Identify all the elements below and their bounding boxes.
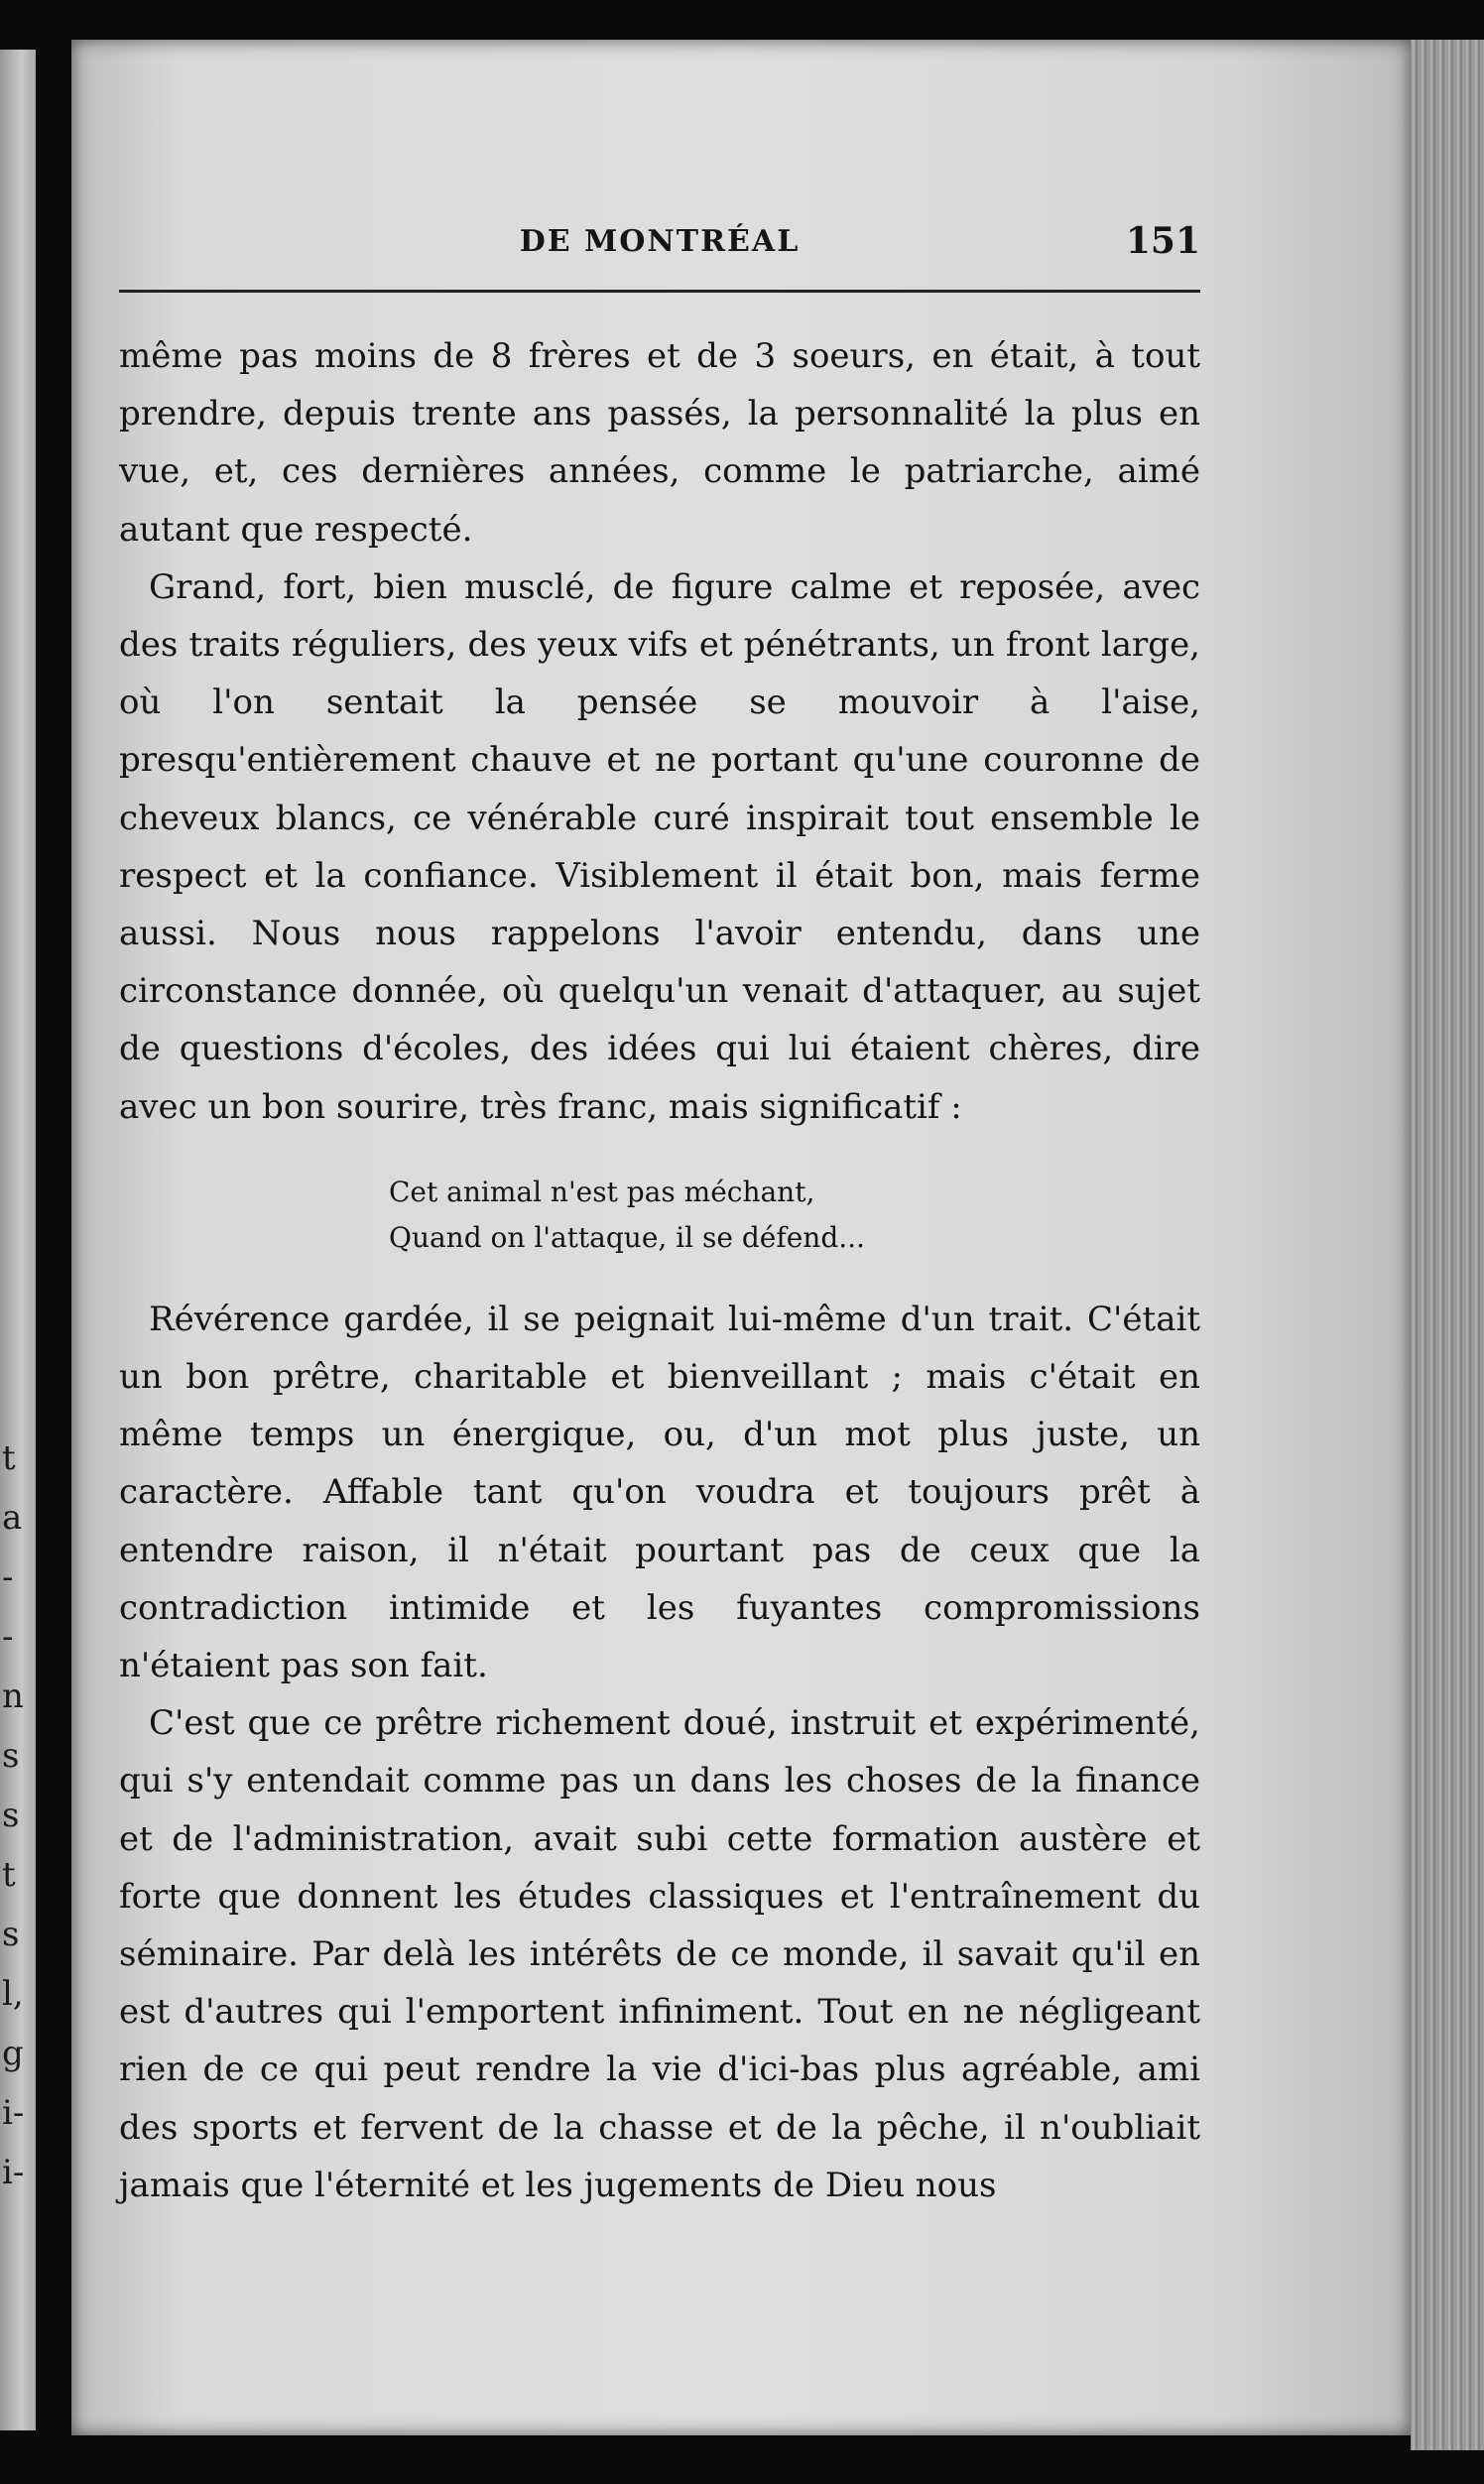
previous-page-letter: -: [2, 1617, 14, 1657]
previous-page-letter: s: [2, 1736, 20, 1776]
previous-page-letter: n: [2, 1677, 24, 1716]
paragraph: Révérence gardée, il se peignait lui-même d'un trait. C'était un bon prêtre, charitable et bienveillant ; mais c'était en même temps un énergique, ou, d'un mot plus juste, un caractère. Affable tant qu'on voudra et toujours prêt à entendre raison, il n'était pourtant pas de ceux que la contradiction intimide et les fuyantes compromissions n'étaient pas son fait.: [119, 1299, 1200, 1686]
previous-page-letter: i-: [2, 2093, 25, 2133]
previous-page-letter: t: [2, 1438, 16, 1478]
paragraph: Grand, fort, bien musclé, de figure calme et reposée, avec des traits réguliers, des yeux vifs et pénétrants, un front large, où l'on sentait la pensée se mouvoir à l'aise, presqu'entièrement chauve et ne portant qu'une couronne de cheveux blancs, ce vénérable curé inspirait tout ensemble le respect et la confiance. Visiblement il était bon, mais ferme aussi. Nous nous rappelons l'avoir entendu, dans une circonstance donnée, où quelqu'un venait d'attaquer, au sujet de questions d'écoles, des idées qui lui étaient chères, dire avec un bon sourire, très franc, mais significatif :: [119, 566, 1200, 1127]
previous-page-edge: [0, 50, 36, 2430]
page-block-edges: [1411, 40, 1484, 2450]
verse-line: Cet animal n'est pas méchant,: [389, 1175, 815, 1208]
verse-line: Quand on l'attaque, il se défend...: [389, 1220, 865, 1254]
paragraph: C'est que ce prêtre richement doué, instruit et expérimenté, qui s'y entendait comme pas un dans les choses de la finance et de l'administration, avait subi cette formation austère et forte que donnent les études classiques et l'entraînement du séminaire. Par delà les intérêts de ce monde, il savait qu'il en est d'autres qui l'emportent infiniment. Tout en ne négligeant rien de ce qui peut rendre la vie d'ici-bas plus agréable, ami des sports et fervent de la chasse et de la pêche, il n'oubliait jamais que l'éternité et les jugements de Dieu nous: [119, 1703, 1200, 2205]
header-rule: [119, 290, 1200, 293]
previous-page-letter: g: [2, 2034, 24, 2073]
running-head: DE MONTRÉAL: [519, 224, 801, 259]
previous-page-letters: [2, 1428, 32, 2202]
page-number: 151: [1125, 220, 1200, 262]
verse-quote: [389, 1170, 1200, 1261]
paragraph: même pas moins de 8 frères et de 3 soeurs, en était, à tout prendre, depuis trente ans passés, la personnalité la plus en vue, et, ces dernières années, comme le patriarche, aimé autant que respecté.: [119, 336, 1200, 550]
page-header: [119, 220, 1200, 280]
previous-page-letter: a: [2, 1498, 23, 1538]
page-body: [119, 327, 1200, 2214]
previous-page-letter: l,: [2, 1974, 24, 2014]
previous-page-letter: t: [2, 1855, 16, 1895]
previous-page-letter: i-: [2, 2153, 25, 2192]
previous-page-letter: s: [2, 1915, 20, 1954]
previous-page-letter: s: [2, 1796, 20, 1835]
previous-page-letter: -: [2, 1557, 14, 1597]
